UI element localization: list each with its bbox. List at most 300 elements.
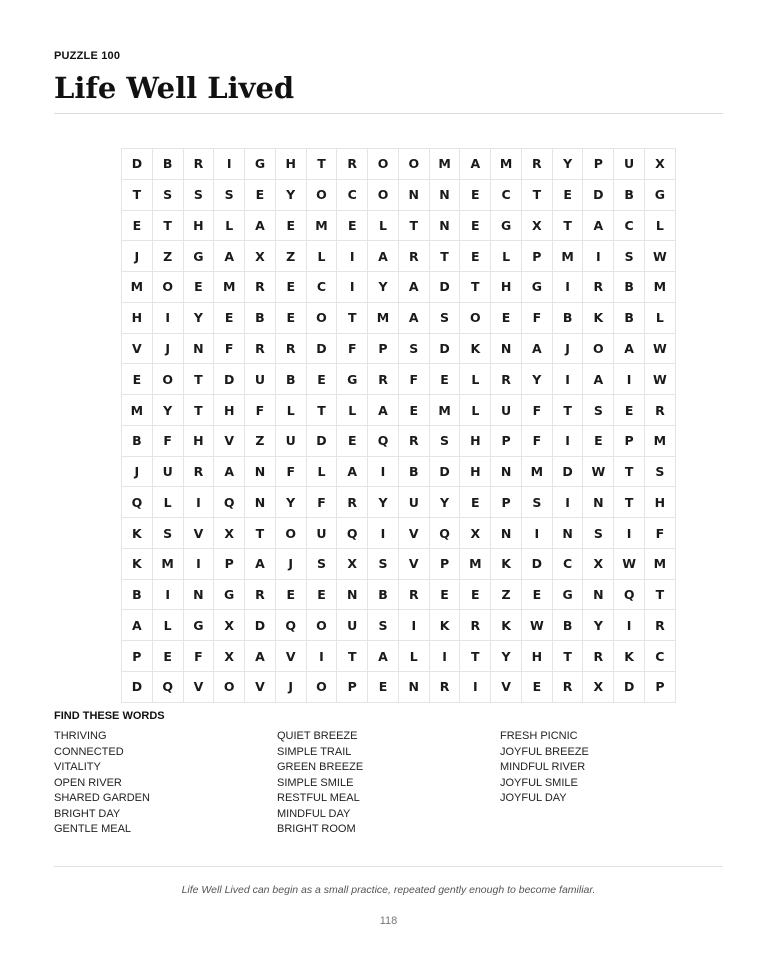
grid-cell[interactable]: D: [429, 272, 460, 303]
grid-cell[interactable]: L: [275, 395, 306, 426]
grid-cell[interactable]: R: [245, 579, 276, 610]
grid-cell[interactable]: B: [614, 179, 645, 210]
grid-cell[interactable]: I: [152, 302, 183, 333]
grid-cell[interactable]: U: [152, 456, 183, 487]
grid-cell[interactable]: P: [614, 425, 645, 456]
grid-cell[interactable]: D: [122, 672, 153, 703]
grid-cell[interactable]: F: [245, 395, 276, 426]
grid-cell[interactable]: T: [122, 179, 153, 210]
grid-cell[interactable]: C: [614, 210, 645, 241]
grid-cell[interactable]: E: [368, 672, 399, 703]
grid-cell[interactable]: R: [429, 672, 460, 703]
grid-cell[interactable]: P: [429, 548, 460, 579]
grid-cell[interactable]: O: [306, 672, 337, 703]
grid-cell[interactable]: E: [398, 395, 429, 426]
grid-cell[interactable]: Y: [583, 610, 614, 641]
grid-cell[interactable]: X: [337, 548, 368, 579]
grid-cell[interactable]: A: [214, 241, 245, 272]
grid-cell[interactable]: C: [337, 179, 368, 210]
grid-cell[interactable]: C: [552, 548, 583, 579]
grid-cell[interactable]: H: [645, 487, 676, 518]
grid-cell[interactable]: I: [152, 579, 183, 610]
grid-cell[interactable]: K: [491, 610, 522, 641]
grid-cell[interactable]: N: [552, 518, 583, 549]
grid-cell[interactable]: B: [614, 302, 645, 333]
grid-cell[interactable]: R: [645, 610, 676, 641]
grid-cell[interactable]: R: [521, 149, 552, 180]
grid-cell[interactable]: A: [245, 641, 276, 672]
grid-cell[interactable]: S: [306, 548, 337, 579]
grid-cell[interactable]: U: [337, 610, 368, 641]
grid-cell[interactable]: K: [122, 518, 153, 549]
grid-cell[interactable]: K: [583, 302, 614, 333]
grid-cell[interactable]: A: [398, 302, 429, 333]
grid-cell[interactable]: L: [645, 210, 676, 241]
grid-cell[interactable]: X: [214, 641, 245, 672]
grid-cell[interactable]: N: [491, 456, 522, 487]
grid-cell[interactable]: T: [245, 518, 276, 549]
grid-cell[interactable]: N: [245, 456, 276, 487]
grid-cell[interactable]: O: [214, 672, 245, 703]
grid-cell[interactable]: F: [398, 364, 429, 395]
grid-cell[interactable]: T: [614, 487, 645, 518]
grid-cell[interactable]: I: [552, 487, 583, 518]
grid-cell[interactable]: E: [306, 364, 337, 395]
grid-cell[interactable]: M: [214, 272, 245, 303]
grid-cell[interactable]: M: [429, 395, 460, 426]
grid-cell[interactable]: L: [306, 456, 337, 487]
grid-cell[interactable]: U: [398, 487, 429, 518]
grid-cell[interactable]: A: [583, 364, 614, 395]
grid-cell[interactable]: T: [398, 210, 429, 241]
grid-cell[interactable]: T: [183, 364, 214, 395]
grid-cell[interactable]: T: [614, 456, 645, 487]
grid-cell[interactable]: J: [275, 672, 306, 703]
grid-cell[interactable]: I: [337, 241, 368, 272]
grid-cell[interactable]: P: [214, 548, 245, 579]
grid-cell[interactable]: P: [337, 672, 368, 703]
grid-cell[interactable]: U: [614, 149, 645, 180]
grid-cell[interactable]: V: [491, 672, 522, 703]
grid-cell[interactable]: V: [275, 641, 306, 672]
grid-cell[interactable]: J: [122, 456, 153, 487]
grid-cell[interactable]: E: [429, 364, 460, 395]
grid-cell[interactable]: R: [337, 149, 368, 180]
grid-cell[interactable]: Y: [521, 364, 552, 395]
grid-cell[interactable]: N: [429, 210, 460, 241]
grid-cell[interactable]: E: [214, 302, 245, 333]
grid-cell[interactable]: F: [152, 425, 183, 456]
grid-cell[interactable]: O: [460, 302, 491, 333]
grid-cell[interactable]: I: [183, 487, 214, 518]
grid-cell[interactable]: V: [122, 333, 153, 364]
grid-cell[interactable]: X: [645, 149, 676, 180]
grid-cell[interactable]: J: [152, 333, 183, 364]
grid-cell[interactable]: Y: [183, 302, 214, 333]
grid-cell[interactable]: E: [614, 395, 645, 426]
grid-cell[interactable]: E: [521, 579, 552, 610]
grid-cell[interactable]: E: [491, 302, 522, 333]
grid-cell[interactable]: D: [614, 672, 645, 703]
grid-cell[interactable]: E: [460, 179, 491, 210]
grid-cell[interactable]: X: [521, 210, 552, 241]
grid-cell[interactable]: E: [337, 425, 368, 456]
grid-cell[interactable]: M: [122, 272, 153, 303]
grid-cell[interactable]: P: [491, 487, 522, 518]
grid-cell[interactable]: S: [583, 518, 614, 549]
grid-cell[interactable]: Y: [368, 272, 399, 303]
grid-cell[interactable]: M: [645, 425, 676, 456]
grid-cell[interactable]: C: [306, 272, 337, 303]
grid-cell[interactable]: G: [552, 579, 583, 610]
grid-cell[interactable]: D: [306, 333, 337, 364]
grid-cell[interactable]: G: [214, 579, 245, 610]
grid-cell[interactable]: T: [460, 641, 491, 672]
grid-cell[interactable]: H: [521, 641, 552, 672]
grid-cell[interactable]: V: [183, 518, 214, 549]
grid-cell[interactable]: H: [460, 425, 491, 456]
grid-cell[interactable]: I: [398, 610, 429, 641]
grid-cell[interactable]: Q: [614, 579, 645, 610]
grid-cell[interactable]: M: [152, 548, 183, 579]
grid-cell[interactable]: X: [460, 518, 491, 549]
grid-cell[interactable]: R: [491, 364, 522, 395]
grid-cell[interactable]: T: [306, 395, 337, 426]
grid-cell[interactable]: I: [614, 610, 645, 641]
grid-cell[interactable]: F: [275, 456, 306, 487]
grid-cell[interactable]: T: [460, 272, 491, 303]
grid-cell[interactable]: N: [183, 333, 214, 364]
grid-cell[interactable]: A: [122, 610, 153, 641]
grid-cell[interactable]: I: [552, 425, 583, 456]
grid-cell[interactable]: J: [122, 241, 153, 272]
grid-cell[interactable]: D: [245, 610, 276, 641]
grid-cell[interactable]: A: [337, 456, 368, 487]
grid-cell[interactable]: I: [521, 518, 552, 549]
grid-cell[interactable]: A: [398, 272, 429, 303]
grid-cell[interactable]: T: [337, 302, 368, 333]
grid-cell[interactable]: S: [368, 610, 399, 641]
grid-cell[interactable]: B: [245, 302, 276, 333]
grid-cell[interactable]: G: [491, 210, 522, 241]
grid-cell[interactable]: X: [214, 518, 245, 549]
grid-cell[interactable]: D: [552, 456, 583, 487]
grid-cell[interactable]: R: [245, 272, 276, 303]
grid-cell[interactable]: B: [614, 272, 645, 303]
grid-cell[interactable]: Q: [368, 425, 399, 456]
grid-cell[interactable]: C: [645, 641, 676, 672]
grid-cell[interactable]: B: [122, 425, 153, 456]
grid-cell[interactable]: I: [368, 456, 399, 487]
grid-cell[interactable]: L: [152, 610, 183, 641]
grid-cell[interactable]: I: [214, 149, 245, 180]
grid-cell[interactable]: O: [152, 272, 183, 303]
grid-cell[interactable]: P: [645, 672, 676, 703]
grid-cell[interactable]: S: [368, 548, 399, 579]
grid-cell[interactable]: S: [429, 425, 460, 456]
grid-cell[interactable]: G: [183, 241, 214, 272]
grid-cell[interactable]: L: [491, 241, 522, 272]
grid-cell[interactable]: E: [275, 272, 306, 303]
grid-cell[interactable]: L: [152, 487, 183, 518]
grid-cell[interactable]: O: [152, 364, 183, 395]
grid-cell[interactable]: B: [368, 579, 399, 610]
grid-cell[interactable]: F: [521, 395, 552, 426]
grid-cell[interactable]: M: [122, 395, 153, 426]
grid-cell[interactable]: I: [614, 364, 645, 395]
grid-cell[interactable]: L: [306, 241, 337, 272]
grid-cell[interactable]: R: [183, 149, 214, 180]
grid-cell[interactable]: F: [645, 518, 676, 549]
grid-cell[interactable]: F: [521, 302, 552, 333]
grid-cell[interactable]: Z: [245, 425, 276, 456]
grid-cell[interactable]: S: [521, 487, 552, 518]
grid-cell[interactable]: N: [398, 672, 429, 703]
grid-cell[interactable]: F: [521, 425, 552, 456]
grid-cell[interactable]: O: [306, 610, 337, 641]
grid-cell[interactable]: Q: [429, 518, 460, 549]
grid-cell[interactable]: B: [552, 610, 583, 641]
grid-cell[interactable]: W: [614, 548, 645, 579]
grid-cell[interactable]: W: [521, 610, 552, 641]
grid-cell[interactable]: S: [214, 179, 245, 210]
grid-cell[interactable]: E: [429, 579, 460, 610]
grid-cell[interactable]: A: [368, 241, 399, 272]
grid-cell[interactable]: R: [398, 241, 429, 272]
grid-cell[interactable]: S: [614, 241, 645, 272]
grid-cell[interactable]: E: [183, 272, 214, 303]
grid-cell[interactable]: D: [214, 364, 245, 395]
grid-cell[interactable]: I: [583, 241, 614, 272]
grid-cell[interactable]: V: [398, 548, 429, 579]
grid-cell[interactable]: X: [583, 672, 614, 703]
grid-cell[interactable]: T: [645, 579, 676, 610]
grid-cell[interactable]: X: [583, 548, 614, 579]
grid-cell[interactable]: O: [398, 149, 429, 180]
grid-cell[interactable]: P: [122, 641, 153, 672]
grid-cell[interactable]: O: [368, 149, 399, 180]
grid-cell[interactable]: Q: [275, 610, 306, 641]
grid-cell[interactable]: O: [275, 518, 306, 549]
grid-cell[interactable]: B: [122, 579, 153, 610]
grid-cell[interactable]: K: [614, 641, 645, 672]
grid-cell[interactable]: M: [306, 210, 337, 241]
grid-cell[interactable]: P: [368, 333, 399, 364]
grid-cell[interactable]: V: [183, 672, 214, 703]
grid-cell[interactable]: K: [122, 548, 153, 579]
grid-cell[interactable]: J: [552, 333, 583, 364]
grid-cell[interactable]: R: [245, 333, 276, 364]
grid-cell[interactable]: H: [491, 272, 522, 303]
grid-cell[interactable]: U: [275, 425, 306, 456]
grid-cell[interactable]: U: [245, 364, 276, 395]
grid-cell[interactable]: F: [306, 487, 337, 518]
grid-cell[interactable]: I: [460, 672, 491, 703]
grid-cell[interactable]: I: [183, 548, 214, 579]
grid-cell[interactable]: S: [583, 395, 614, 426]
grid-cell[interactable]: I: [368, 518, 399, 549]
grid-cell[interactable]: A: [583, 210, 614, 241]
grid-cell[interactable]: H: [275, 149, 306, 180]
grid-cell[interactable]: R: [398, 425, 429, 456]
grid-cell[interactable]: E: [275, 210, 306, 241]
grid-cell[interactable]: S: [183, 179, 214, 210]
grid-cell[interactable]: E: [460, 579, 491, 610]
grid-cell[interactable]: E: [460, 487, 491, 518]
grid-cell[interactable]: E: [275, 579, 306, 610]
grid-cell[interactable]: Y: [275, 487, 306, 518]
grid-cell[interactable]: A: [245, 210, 276, 241]
grid-cell[interactable]: R: [460, 610, 491, 641]
grid-cell[interactable]: H: [214, 395, 245, 426]
grid-cell[interactable]: O: [368, 179, 399, 210]
grid-cell[interactable]: D: [429, 333, 460, 364]
grid-cell[interactable]: K: [491, 548, 522, 579]
grid-cell[interactable]: M: [645, 548, 676, 579]
grid-cell[interactable]: R: [337, 487, 368, 518]
grid-cell[interactable]: H: [183, 425, 214, 456]
grid-cell[interactable]: E: [122, 210, 153, 241]
grid-cell[interactable]: Q: [337, 518, 368, 549]
grid-cell[interactable]: H: [183, 210, 214, 241]
grid-cell[interactable]: M: [521, 456, 552, 487]
grid-cell[interactable]: R: [368, 364, 399, 395]
grid-cell[interactable]: G: [183, 610, 214, 641]
grid-cell[interactable]: N: [429, 179, 460, 210]
grid-cell[interactable]: M: [552, 241, 583, 272]
grid-cell[interactable]: T: [183, 395, 214, 426]
grid-cell[interactable]: L: [337, 395, 368, 426]
grid-cell[interactable]: N: [583, 487, 614, 518]
grid-cell[interactable]: Y: [552, 149, 583, 180]
grid-cell[interactable]: Y: [152, 395, 183, 426]
grid-cell[interactable]: K: [460, 333, 491, 364]
grid-cell[interactable]: Y: [275, 179, 306, 210]
grid-cell[interactable]: A: [521, 333, 552, 364]
grid-cell[interactable]: T: [552, 641, 583, 672]
grid-cell[interactable]: L: [460, 364, 491, 395]
grid-cell[interactable]: R: [398, 579, 429, 610]
grid-cell[interactable]: N: [337, 579, 368, 610]
grid-cell[interactable]: D: [122, 149, 153, 180]
grid-cell[interactable]: N: [245, 487, 276, 518]
grid-cell[interactable]: O: [306, 302, 337, 333]
grid-cell[interactable]: E: [337, 210, 368, 241]
grid-cell[interactable]: A: [214, 456, 245, 487]
grid-cell[interactable]: O: [583, 333, 614, 364]
grid-cell[interactable]: B: [398, 456, 429, 487]
grid-cell[interactable]: P: [491, 425, 522, 456]
grid-cell[interactable]: A: [460, 149, 491, 180]
grid-cell[interactable]: E: [460, 241, 491, 272]
grid-cell[interactable]: Y: [429, 487, 460, 518]
grid-cell[interactable]: B: [275, 364, 306, 395]
grid-cell[interactable]: S: [645, 456, 676, 487]
grid-cell[interactable]: N: [491, 518, 522, 549]
grid-cell[interactable]: V: [214, 425, 245, 456]
grid-cell[interactable]: F: [337, 333, 368, 364]
grid-cell[interactable]: T: [552, 210, 583, 241]
grid-cell[interactable]: A: [245, 548, 276, 579]
grid-cell[interactable]: X: [245, 241, 276, 272]
grid-cell[interactable]: R: [183, 456, 214, 487]
grid-cell[interactable]: I: [552, 364, 583, 395]
grid-cell[interactable]: D: [583, 179, 614, 210]
grid-cell[interactable]: E: [122, 364, 153, 395]
grid-cell[interactable]: E: [306, 579, 337, 610]
grid-cell[interactable]: G: [521, 272, 552, 303]
grid-cell[interactable]: O: [306, 179, 337, 210]
grid-cell[interactable]: H: [122, 302, 153, 333]
grid-cell[interactable]: M: [645, 272, 676, 303]
grid-cell[interactable]: R: [275, 333, 306, 364]
grid-cell[interactable]: W: [583, 456, 614, 487]
grid-cell[interactable]: I: [306, 641, 337, 672]
grid-cell[interactable]: N: [183, 579, 214, 610]
grid-cell[interactable]: Y: [368, 487, 399, 518]
grid-cell[interactable]: W: [645, 364, 676, 395]
grid-cell[interactable]: E: [552, 179, 583, 210]
grid-cell[interactable]: E: [521, 672, 552, 703]
grid-cell[interactable]: G: [245, 149, 276, 180]
grid-cell[interactable]: E: [583, 425, 614, 456]
grid-cell[interactable]: L: [368, 210, 399, 241]
grid-cell[interactable]: G: [645, 179, 676, 210]
grid-cell[interactable]: B: [152, 149, 183, 180]
grid-cell[interactable]: X: [214, 610, 245, 641]
grid-cell[interactable]: I: [337, 272, 368, 303]
grid-cell[interactable]: M: [368, 302, 399, 333]
grid-cell[interactable]: L: [460, 395, 491, 426]
grid-cell[interactable]: I: [614, 518, 645, 549]
grid-cell[interactable]: U: [491, 395, 522, 426]
grid-cell[interactable]: T: [306, 149, 337, 180]
grid-cell[interactable]: I: [429, 641, 460, 672]
grid-cell[interactable]: N: [583, 579, 614, 610]
grid-cell[interactable]: S: [152, 518, 183, 549]
grid-cell[interactable]: A: [368, 641, 399, 672]
grid-cell[interactable]: W: [645, 333, 676, 364]
grid-cell[interactable]: J: [275, 548, 306, 579]
grid-cell[interactable]: Q: [152, 672, 183, 703]
grid-cell[interactable]: A: [614, 333, 645, 364]
grid-cell[interactable]: C: [491, 179, 522, 210]
grid-cell[interactable]: Y: [491, 641, 522, 672]
grid-cell[interactable]: Q: [214, 487, 245, 518]
grid-cell[interactable]: E: [275, 302, 306, 333]
grid-cell[interactable]: M: [460, 548, 491, 579]
grid-cell[interactable]: E: [245, 179, 276, 210]
grid-cell[interactable]: F: [214, 333, 245, 364]
grid-cell[interactable]: R: [645, 395, 676, 426]
grid-cell[interactable]: U: [306, 518, 337, 549]
grid-cell[interactable]: T: [429, 241, 460, 272]
grid-cell[interactable]: P: [583, 149, 614, 180]
grid-cell[interactable]: Q: [122, 487, 153, 518]
grid-cell[interactable]: R: [583, 641, 614, 672]
grid-cell[interactable]: G: [337, 364, 368, 395]
grid-cell[interactable]: L: [214, 210, 245, 241]
grid-cell[interactable]: Z: [491, 579, 522, 610]
grid-cell[interactable]: S: [152, 179, 183, 210]
grid-cell[interactable]: V: [398, 518, 429, 549]
grid-cell[interactable]: N: [398, 179, 429, 210]
grid-cell[interactable]: K: [429, 610, 460, 641]
grid-cell[interactable]: L: [398, 641, 429, 672]
grid-cell[interactable]: N: [491, 333, 522, 364]
grid-cell[interactable]: E: [152, 641, 183, 672]
grid-cell[interactable]: I: [552, 272, 583, 303]
